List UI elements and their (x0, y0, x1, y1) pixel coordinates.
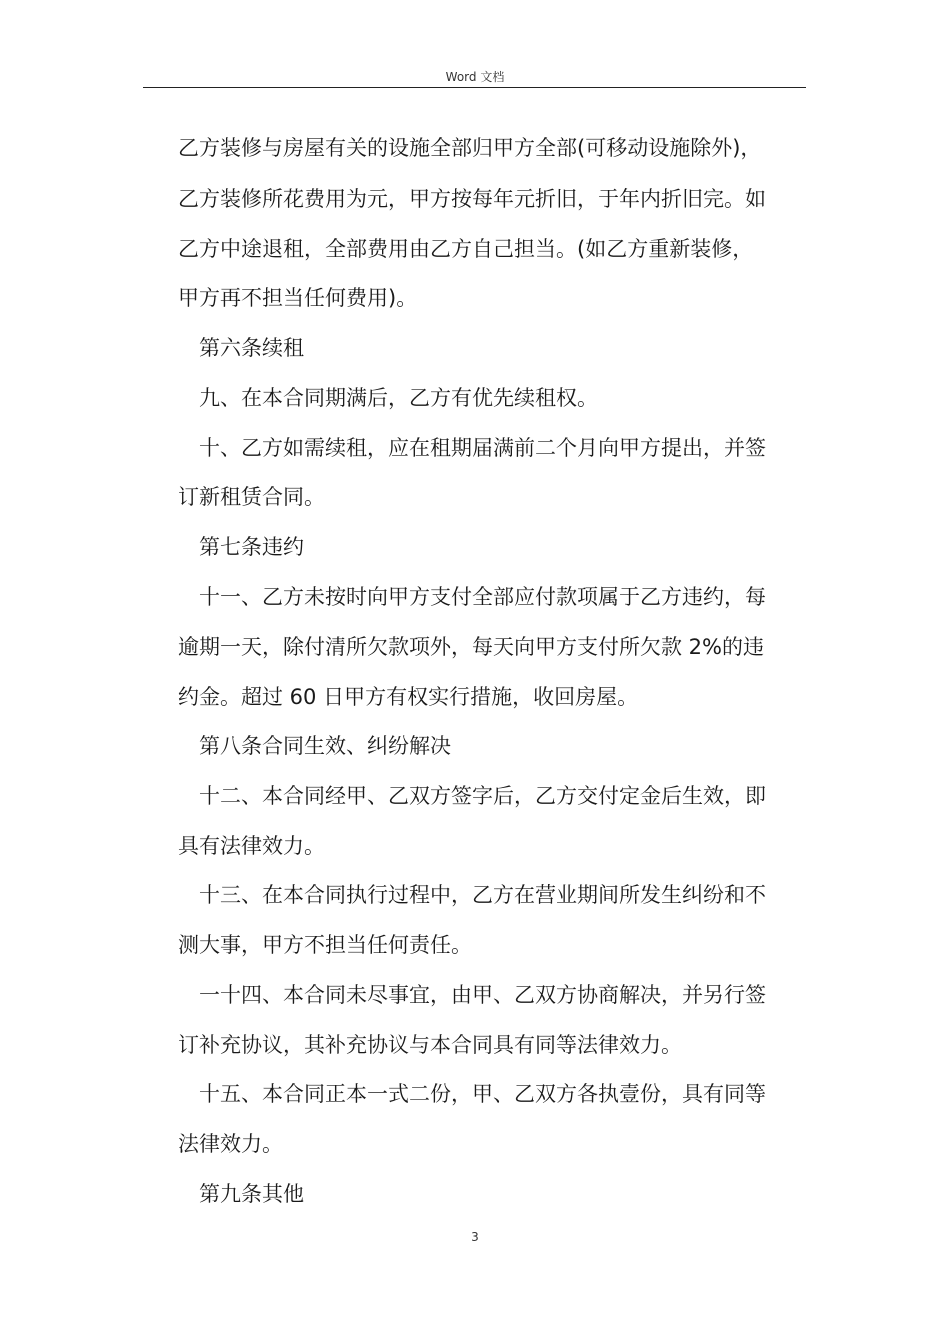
paragraph-line: 乙方中途退租，全部费用由乙方自己担当。(如乙方重新装修， (178, 237, 754, 261)
paragraph-line: 法律效力。 (178, 1132, 283, 1156)
paragraph-line: 十三、在本合同执行过程中，乙方在营业期间所发生纠纷和不 (199, 883, 766, 907)
paragraph-line: 甲方再不担当任何费用)。 (178, 286, 418, 310)
paragraph-line: 十五、本合同正本一式二份，甲、乙双方各执壹份，具有同等 (199, 1082, 766, 1106)
section-heading: 第八条合同生效、纠纷解决 (199, 734, 451, 758)
header-divider (143, 87, 806, 88)
paragraph-line: 乙方装修所花费用为元，甲方按每年元折旧，于年内折旧完。如 (178, 187, 766, 211)
paragraph-line: 十一、乙方未按时向甲方支付全部应付款项属于乙方违约，每 (199, 585, 766, 609)
paragraph-line: 九、在本合同期满后，乙方有优先续租权。 (199, 386, 598, 410)
paragraph-line: 十、乙方如需续租，应在租期届满前二个月向甲方提出，并签 (199, 436, 766, 460)
paragraph-line: 乙方装修与房屋有关的设施全部归甲方全部(可移动设施除外)， (178, 136, 762, 160)
paragraph-line: 测大事，甲方不担当任何责任。 (178, 933, 472, 957)
paragraph-line: 订新租赁合同。 (178, 485, 325, 509)
header-title: Word 文档 (445, 70, 505, 84)
section-heading: 第六条续租 (199, 336, 304, 360)
paragraph-line: 约金。超过 60 日甲方有权实行措施，收回房屋。 (178, 685, 639, 709)
section-heading: 第七条违约 (199, 535, 304, 559)
paragraph-line: 一十四、本合同未尽事宜，由甲、乙双方协商解决，并另行签 (199, 983, 766, 1007)
paragraph-line: 十二、本合同经甲、乙双方签字后，乙方交付定金后生效，即 (199, 784, 766, 808)
paragraph-line: 逾期一天，除付清所欠款项外，每天向甲方支付所欠款 2%的违 (178, 635, 764, 659)
paragraph-line: 订补充协议，其补充协议与本合同具有同等法律效力。 (178, 1033, 682, 1057)
paragraph-line: 具有法律效力。 (178, 834, 325, 858)
section-heading: 第九条其他 (199, 1182, 304, 1206)
page-number: 3 (471, 1230, 479, 1244)
